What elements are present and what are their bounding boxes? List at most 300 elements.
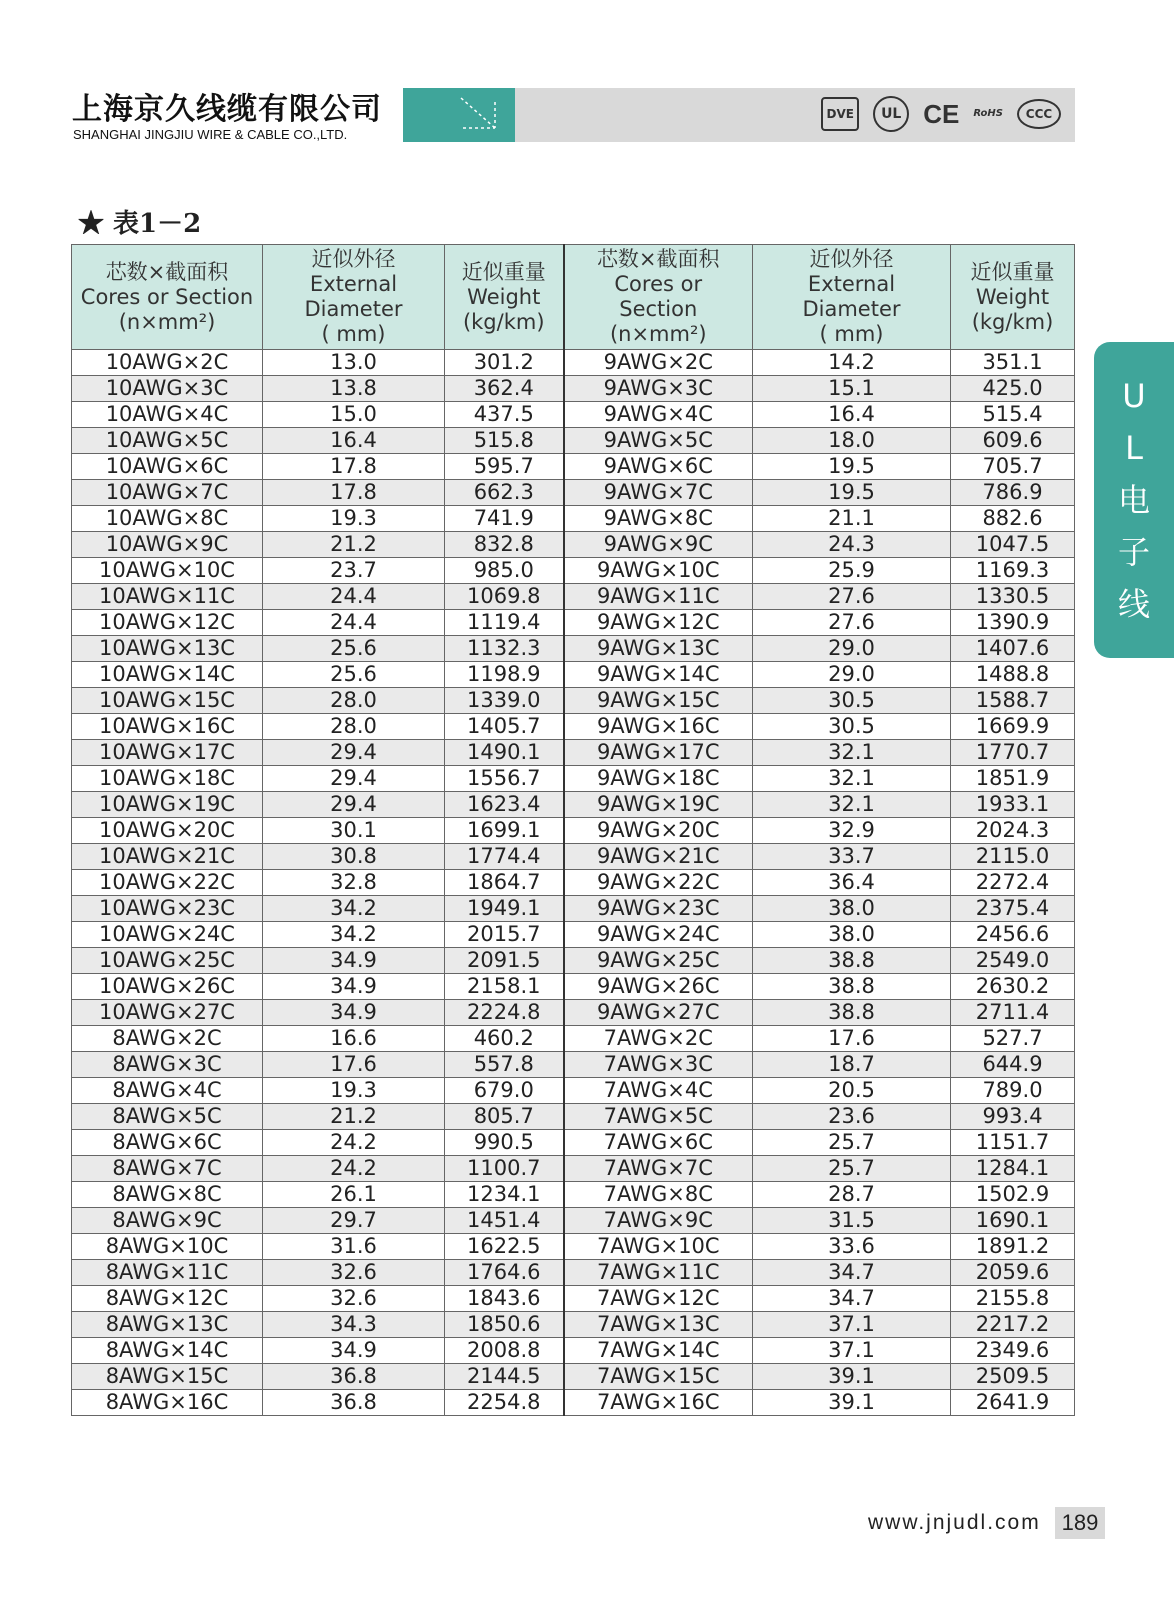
weight-cell-2: 351.1 xyxy=(951,350,1075,376)
diameter-cell-2: 30.5 xyxy=(753,714,951,740)
weight-cell-2: 1669.9 xyxy=(951,714,1075,740)
diameter-cell: 34.3 xyxy=(263,1312,445,1338)
weight-cell-2: 2155.8 xyxy=(951,1286,1075,1312)
table-row xyxy=(72,1234,1075,1260)
cores-cell-2: 7AWG×9C xyxy=(564,1208,753,1234)
diameter-cell-2: 33.7 xyxy=(753,844,951,870)
cores-cell: 10AWG×5C xyxy=(72,428,263,454)
cores-cell: 10AWG×10C xyxy=(72,558,263,584)
weight-cell: 662.3 xyxy=(445,480,564,506)
diameter-cell-2: 33.6 xyxy=(753,1234,951,1260)
diameter-cell: 36.8 xyxy=(263,1364,445,1390)
weight-cell: 1622.5 xyxy=(445,1234,564,1260)
table-row xyxy=(72,1312,1075,1338)
weight-cell: 1764.6 xyxy=(445,1260,564,1286)
cores-cell: 10AWG×9C xyxy=(72,532,263,558)
cores-cell: 8AWG×3C xyxy=(72,1052,263,1078)
cores-cell: 8AWG×13C xyxy=(72,1312,263,1338)
table-row xyxy=(72,376,1075,402)
weight-cell-2: 2024.3 xyxy=(951,818,1075,844)
diameter-cell-2: 34.7 xyxy=(753,1260,951,1286)
diameter-cell: 28.0 xyxy=(263,688,445,714)
cores-cell: 10AWG×6C xyxy=(72,454,263,480)
diameter-cell-2: 25.7 xyxy=(753,1156,951,1182)
col-header-weight: 近似重量 Weight (kg/km) xyxy=(445,245,564,350)
diameter-cell-2: 38.0 xyxy=(753,896,951,922)
weight-cell-2: 1284.1 xyxy=(951,1156,1075,1182)
table-row xyxy=(72,350,1075,376)
table-row xyxy=(72,922,1075,948)
cores-cell-2: 7AWG×12C xyxy=(564,1286,753,1312)
table-row xyxy=(72,584,1075,610)
weight-cell: 1451.4 xyxy=(445,1208,564,1234)
cores-cell: 10AWG×15C xyxy=(72,688,263,714)
weight-cell-2: 1047.5 xyxy=(951,532,1075,558)
table-row xyxy=(72,792,1075,818)
col-header-weight-2: 近似重量 Weight (kg/km) xyxy=(951,245,1075,350)
table-row xyxy=(72,480,1075,506)
weight-cell: 1774.4 xyxy=(445,844,564,870)
weight-cell-2: 1891.2 xyxy=(951,1234,1075,1260)
side-tab-char: U xyxy=(1122,377,1146,415)
table-row xyxy=(72,1104,1075,1130)
cores-cell-2: 9AWG×18C xyxy=(564,766,753,792)
cable-spec-table xyxy=(71,244,1075,1416)
cores-cell: 8AWG×14C xyxy=(72,1338,263,1364)
cores-cell-2: 9AWG×23C xyxy=(564,896,753,922)
table-row xyxy=(72,1338,1075,1364)
diameter-cell: 24.2 xyxy=(263,1130,445,1156)
cores-cell: 10AWG×11C xyxy=(72,584,263,610)
table-row xyxy=(72,714,1075,740)
weight-cell-2: 2711.4 xyxy=(951,1000,1075,1026)
rohs-cert-icon: RoHS xyxy=(973,108,1003,119)
diameter-cell: 15.0 xyxy=(263,402,445,428)
diameter-cell-2: 38.8 xyxy=(753,974,951,1000)
header-bar xyxy=(515,88,1075,142)
weight-cell: 1490.1 xyxy=(445,740,564,766)
table-row xyxy=(72,558,1075,584)
cores-cell: 10AWG×20C xyxy=(72,818,263,844)
weight-cell: 805.7 xyxy=(445,1104,564,1130)
table-title: ★ 表1－2 xyxy=(78,209,202,239)
diameter-cell: 25.6 xyxy=(263,662,445,688)
diameter-cell: 24.2 xyxy=(263,1156,445,1182)
cores-cell-2: 7AWG×5C xyxy=(564,1104,753,1130)
weight-cell: 2224.8 xyxy=(445,1000,564,1026)
weight-cell: 985.0 xyxy=(445,558,564,584)
cores-cell: 10AWG×24C xyxy=(72,922,263,948)
weight-cell: 362.4 xyxy=(445,376,564,402)
cores-cell: 10AWG×8C xyxy=(72,506,263,532)
diameter-cell-2: 28.7 xyxy=(753,1182,951,1208)
side-tab-char: L xyxy=(1125,429,1143,467)
cores-cell-2: 7AWG×7C xyxy=(564,1156,753,1182)
table-row xyxy=(72,636,1075,662)
cores-cell-2: 9AWG×2C xyxy=(564,350,753,376)
side-tab-char: 线 xyxy=(1117,585,1150,623)
diameter-cell: 29.4 xyxy=(263,792,445,818)
diameter-cell: 34.9 xyxy=(263,1338,445,1364)
weight-cell: 1339.0 xyxy=(445,688,564,714)
weight-cell-2: 705.7 xyxy=(951,454,1075,480)
cores-cell: 8AWG×7C xyxy=(72,1156,263,1182)
diameter-cell-2: 17.6 xyxy=(753,1026,951,1052)
diameter-cell-2: 39.1 xyxy=(753,1364,951,1390)
cores-cell: 10AWG×7C xyxy=(72,480,263,506)
weight-cell: 2144.5 xyxy=(445,1364,564,1390)
weight-cell-2: 2059.6 xyxy=(951,1260,1075,1286)
side-tab-ul-electronic-wire xyxy=(1094,342,1174,658)
cores-cell: 10AWG×12C xyxy=(72,610,263,636)
weight-cell-2: 425.0 xyxy=(951,376,1075,402)
diameter-cell-2: 25.7 xyxy=(753,1130,951,1156)
weight-cell: 741.9 xyxy=(445,506,564,532)
cores-cell-2: 9AWG×8C xyxy=(564,506,753,532)
page-number: 189 xyxy=(1055,1507,1105,1539)
weight-cell-2: 1690.1 xyxy=(951,1208,1075,1234)
diameter-cell-2: 38.8 xyxy=(753,948,951,974)
cores-cell-2: 9AWG×20C xyxy=(564,818,753,844)
diameter-cell: 34.9 xyxy=(263,974,445,1000)
diameter-cell: 23.7 xyxy=(263,558,445,584)
diameter-cell: 32.8 xyxy=(263,870,445,896)
weight-cell: 2008.8 xyxy=(445,1338,564,1364)
diameter-cell-2: 39.1 xyxy=(753,1390,951,1416)
weight-cell-2: 1330.5 xyxy=(951,584,1075,610)
weight-cell-2: 515.4 xyxy=(951,402,1075,428)
cores-cell: 10AWG×14C xyxy=(72,662,263,688)
diameter-cell: 17.8 xyxy=(263,454,445,480)
diameter-cell: 24.4 xyxy=(263,610,445,636)
table-row xyxy=(72,662,1075,688)
table-row xyxy=(72,870,1075,896)
diameter-cell: 30.8 xyxy=(263,844,445,870)
table-row xyxy=(72,844,1075,870)
col-header-diameter: 近似外径 External Diameter ( mm) xyxy=(263,245,445,350)
weight-cell-2: 2509.5 xyxy=(951,1364,1075,1390)
table-row xyxy=(72,1208,1075,1234)
side-tab-char: 电 xyxy=(1117,481,1150,519)
cores-cell-2: 9AWG×10C xyxy=(564,558,753,584)
diameter-cell-2: 25.9 xyxy=(753,558,951,584)
weight-cell-2: 609.6 xyxy=(951,428,1075,454)
weight-cell-2: 1770.7 xyxy=(951,740,1075,766)
cores-cell-2: 9AWG×26C xyxy=(564,974,753,1000)
weight-cell: 595.7 xyxy=(445,454,564,480)
diameter-cell-2: 29.0 xyxy=(753,662,951,688)
weight-cell-2: 1169.3 xyxy=(951,558,1075,584)
weight-cell-2: 2456.6 xyxy=(951,922,1075,948)
diameter-cell-2: 32.1 xyxy=(753,740,951,766)
diameter-cell-2: 32.1 xyxy=(753,766,951,792)
weight-cell-2: 1851.9 xyxy=(951,766,1075,792)
cores-cell-2: 7AWG×2C xyxy=(564,1026,753,1052)
dve-cert-icon: DVE xyxy=(821,97,859,131)
cores-cell-2: 9AWG×27C xyxy=(564,1000,753,1026)
weight-cell-2: 1390.9 xyxy=(951,610,1075,636)
cores-cell-2: 7AWG×13C xyxy=(564,1312,753,1338)
cores-cell-2: 9AWG×16C xyxy=(564,714,753,740)
table-row xyxy=(72,506,1075,532)
cores-cell-2: 7AWG×16C xyxy=(564,1390,753,1416)
weight-cell: 1100.7 xyxy=(445,1156,564,1182)
ul-cert-icon: UL xyxy=(873,96,909,132)
weight-cell-2: 2375.4 xyxy=(951,896,1075,922)
diameter-cell: 31.6 xyxy=(263,1234,445,1260)
table-row xyxy=(72,740,1075,766)
cores-cell-2: 9AWG×13C xyxy=(564,636,753,662)
table-row xyxy=(72,532,1075,558)
weight-cell: 2254.8 xyxy=(445,1390,564,1416)
cores-cell: 10AWG×23C xyxy=(72,896,263,922)
cores-cell: 8AWG×12C xyxy=(72,1286,263,1312)
weight-cell: 301.2 xyxy=(445,350,564,376)
diameter-cell: 16.4 xyxy=(263,428,445,454)
diameter-cell: 19.3 xyxy=(263,1078,445,1104)
table-row xyxy=(72,1390,1075,1416)
company-name-en: SHANGHAI JINGJIU WIRE & CABLE CO.,LTD. xyxy=(73,127,348,142)
weight-cell: 1234.1 xyxy=(445,1182,564,1208)
cores-cell-2: 9AWG×17C xyxy=(564,740,753,766)
weight-cell: 1069.8 xyxy=(445,584,564,610)
weight-cell: 1864.7 xyxy=(445,870,564,896)
weight-cell: 1843.6 xyxy=(445,1286,564,1312)
diameter-cell-2: 19.5 xyxy=(753,454,951,480)
cores-cell-2: 9AWG×4C xyxy=(564,402,753,428)
diameter-cell-2: 34.7 xyxy=(753,1286,951,1312)
weight-cell: 557.8 xyxy=(445,1052,564,1078)
weight-cell-2: 1488.8 xyxy=(951,662,1075,688)
ce-cert-icon: CE xyxy=(923,98,960,129)
weight-cell: 2158.1 xyxy=(445,974,564,1000)
weight-cell-2: 882.6 xyxy=(951,506,1075,532)
cores-cell-2: 9AWG×22C xyxy=(564,870,753,896)
cores-cell: 8AWG×8C xyxy=(72,1182,263,1208)
cores-cell: 8AWG×4C xyxy=(72,1078,263,1104)
weight-cell: 832.8 xyxy=(445,532,564,558)
table-row xyxy=(72,974,1075,1000)
cores-cell: 10AWG×19C xyxy=(72,792,263,818)
diameter-cell: 36.8 xyxy=(263,1390,445,1416)
cores-cell: 10AWG×16C xyxy=(72,714,263,740)
cores-cell-2: 9AWG×9C xyxy=(564,532,753,558)
cores-cell-2: 9AWG×5C xyxy=(564,428,753,454)
cores-cell: 10AWG×13C xyxy=(72,636,263,662)
weight-cell: 1699.1 xyxy=(445,818,564,844)
cores-cell: 10AWG×26C xyxy=(72,974,263,1000)
col-header-cores-2: 芯数×截面积 Cores or Section (n×mm²) xyxy=(564,245,753,350)
cores-cell-2: 9AWG×14C xyxy=(564,662,753,688)
diameter-cell: 24.4 xyxy=(263,584,445,610)
weight-cell: 1949.1 xyxy=(445,896,564,922)
weight-cell: 2091.5 xyxy=(445,948,564,974)
weight-cell: 437.5 xyxy=(445,402,564,428)
weight-cell-2: 1933.1 xyxy=(951,792,1075,818)
weight-cell: 679.0 xyxy=(445,1078,564,1104)
cores-cell-2: 7AWG×11C xyxy=(564,1260,753,1286)
diameter-cell: 34.9 xyxy=(263,1000,445,1026)
weight-cell: 1132.3 xyxy=(445,636,564,662)
weight-cell-2: 2641.9 xyxy=(951,1390,1075,1416)
cores-cell: 10AWG×2C xyxy=(72,350,263,376)
diameter-cell-2: 38.0 xyxy=(753,922,951,948)
weight-cell-2: 2549.0 xyxy=(951,948,1075,974)
cores-cell-2: 9AWG×11C xyxy=(564,584,753,610)
table-body xyxy=(72,350,1075,1416)
table-row xyxy=(72,1000,1075,1026)
weight-cell-2: 1588.7 xyxy=(951,688,1075,714)
table-row xyxy=(72,428,1075,454)
weight-cell-2: 2115.0 xyxy=(951,844,1075,870)
table-row xyxy=(72,1260,1075,1286)
diameter-cell-2: 27.6 xyxy=(753,610,951,636)
header-teal-block xyxy=(403,88,515,142)
diameter-cell-2: 16.4 xyxy=(753,402,951,428)
diameter-cell-2: 20.5 xyxy=(753,1078,951,1104)
table-row xyxy=(72,610,1075,636)
diameter-cell-2: 32.9 xyxy=(753,818,951,844)
cores-cell-2: 9AWG×7C xyxy=(564,480,753,506)
weight-cell: 1198.9 xyxy=(445,662,564,688)
company-name-cn: 上海京久线缆有限公司 xyxy=(72,92,382,127)
cores-cell: 10AWG×27C xyxy=(72,1000,263,1026)
diameter-cell: 34.9 xyxy=(263,948,445,974)
table-row xyxy=(72,1078,1075,1104)
diameter-cell: 28.0 xyxy=(263,714,445,740)
weight-cell-2: 527.7 xyxy=(951,1026,1075,1052)
weight-cell: 515.8 xyxy=(445,428,564,454)
diameter-cell: 34.2 xyxy=(263,922,445,948)
table-row xyxy=(72,688,1075,714)
diameter-cell: 32.6 xyxy=(263,1260,445,1286)
weight-cell: 2015.7 xyxy=(445,922,564,948)
cores-cell: 8AWG×2C xyxy=(72,1026,263,1052)
diameter-cell: 17.8 xyxy=(263,480,445,506)
weight-cell-2: 2630.2 xyxy=(951,974,1075,1000)
cores-cell-2: 9AWG×21C xyxy=(564,844,753,870)
cores-cell-2: 7AWG×8C xyxy=(564,1182,753,1208)
diameter-cell-2: 29.0 xyxy=(753,636,951,662)
diameter-cell: 17.6 xyxy=(263,1052,445,1078)
ccc-cert-icon: CCC xyxy=(1017,99,1061,129)
weight-cell-2: 644.9 xyxy=(951,1052,1075,1078)
diameter-cell: 30.1 xyxy=(263,818,445,844)
diameter-cell-2: 31.5 xyxy=(753,1208,951,1234)
cores-cell-2: 9AWG×25C xyxy=(564,948,753,974)
cores-cell-2: 7AWG×3C xyxy=(564,1052,753,1078)
diameter-cell-2: 23.6 xyxy=(753,1104,951,1130)
diameter-cell-2: 19.5 xyxy=(753,480,951,506)
table-header-row xyxy=(72,245,1075,350)
cores-cell: 10AWG×17C xyxy=(72,740,263,766)
cores-cell: 8AWG×5C xyxy=(72,1104,263,1130)
cores-cell: 8AWG×15C xyxy=(72,1364,263,1390)
weight-cell: 1850.6 xyxy=(445,1312,564,1338)
weight-cell-2: 1502.9 xyxy=(951,1182,1075,1208)
table-row xyxy=(72,1364,1075,1390)
cores-cell: 8AWG×16C xyxy=(72,1390,263,1416)
diameter-cell-2: 18.0 xyxy=(753,428,951,454)
diameter-cell-2: 21.1 xyxy=(753,506,951,532)
cores-cell: 10AWG×22C xyxy=(72,870,263,896)
table-row xyxy=(72,454,1075,480)
weight-cell-2: 993.4 xyxy=(951,1104,1075,1130)
table-row xyxy=(72,818,1075,844)
table-row xyxy=(72,1156,1075,1182)
diameter-cell: 13.0 xyxy=(263,350,445,376)
diameter-cell: 29.4 xyxy=(263,740,445,766)
cores-cell: 10AWG×4C xyxy=(72,402,263,428)
cores-cell-2: 9AWG×6C xyxy=(564,454,753,480)
table-row xyxy=(72,1286,1075,1312)
diameter-cell: 21.2 xyxy=(263,1104,445,1130)
cores-cell-2: 7AWG×14C xyxy=(564,1338,753,1364)
cores-cell: 8AWG×10C xyxy=(72,1234,263,1260)
side-tab-char: 子 xyxy=(1117,533,1150,571)
cores-cell: 8AWG×6C xyxy=(72,1130,263,1156)
cores-cell-2: 9AWG×19C xyxy=(564,792,753,818)
diameter-cell-2: 32.1 xyxy=(753,792,951,818)
diameter-cell-2: 37.1 xyxy=(753,1338,951,1364)
cores-cell-2: 7AWG×6C xyxy=(564,1130,753,1156)
table-row xyxy=(72,766,1075,792)
table-row xyxy=(72,1026,1075,1052)
col-header-cores: 芯数×截面积 Cores or Section (n×mm²) xyxy=(72,245,263,350)
diameter-cell-2: 38.8 xyxy=(753,1000,951,1026)
diameter-cell: 29.4 xyxy=(263,766,445,792)
cores-cell: 10AWG×18C xyxy=(72,766,263,792)
diameter-cell-2: 27.6 xyxy=(753,584,951,610)
cores-cell-2: 7AWG×10C xyxy=(564,1234,753,1260)
website-url: www.jnjudl.com xyxy=(868,1511,1041,1534)
diameter-cell: 29.7 xyxy=(263,1208,445,1234)
diameter-cell: 16.6 xyxy=(263,1026,445,1052)
cores-cell: 10AWG×3C xyxy=(72,376,263,402)
table-row xyxy=(72,896,1075,922)
cores-cell-2: 7AWG×4C xyxy=(564,1078,753,1104)
weight-cell: 990.5 xyxy=(445,1130,564,1156)
diameter-cell-2: 30.5 xyxy=(753,688,951,714)
cores-cell: 10AWG×21C xyxy=(72,844,263,870)
diameter-cell: 25.6 xyxy=(263,636,445,662)
weight-cell-2: 2349.6 xyxy=(951,1338,1075,1364)
cores-cell: 8AWG×11C xyxy=(72,1260,263,1286)
weight-cell: 1623.4 xyxy=(445,792,564,818)
weight-cell: 1405.7 xyxy=(445,714,564,740)
corner-arrow-icon xyxy=(403,88,515,142)
weight-cell-2: 786.9 xyxy=(951,480,1075,506)
table-row xyxy=(72,948,1075,974)
table-row xyxy=(72,402,1075,428)
weight-cell: 1556.7 xyxy=(445,766,564,792)
certification-logos xyxy=(821,96,1061,132)
diameter-cell: 13.8 xyxy=(263,376,445,402)
cores-cell: 8AWG×9C xyxy=(72,1208,263,1234)
table-row xyxy=(72,1130,1075,1156)
diameter-cell-2: 24.3 xyxy=(753,532,951,558)
diameter-cell-2: 37.1 xyxy=(753,1312,951,1338)
table-row xyxy=(72,1182,1075,1208)
diameter-cell: 32.6 xyxy=(263,1286,445,1312)
cores-cell: 10AWG×25C xyxy=(72,948,263,974)
cores-cell-2: 9AWG×3C xyxy=(564,376,753,402)
col-header-diameter-2: 近似外径 External Diameter ( mm) xyxy=(753,245,951,350)
diameter-cell: 34.2 xyxy=(263,896,445,922)
weight-cell-2: 1407.6 xyxy=(951,636,1075,662)
diameter-cell-2: 15.1 xyxy=(753,376,951,402)
table-row xyxy=(72,1052,1075,1078)
